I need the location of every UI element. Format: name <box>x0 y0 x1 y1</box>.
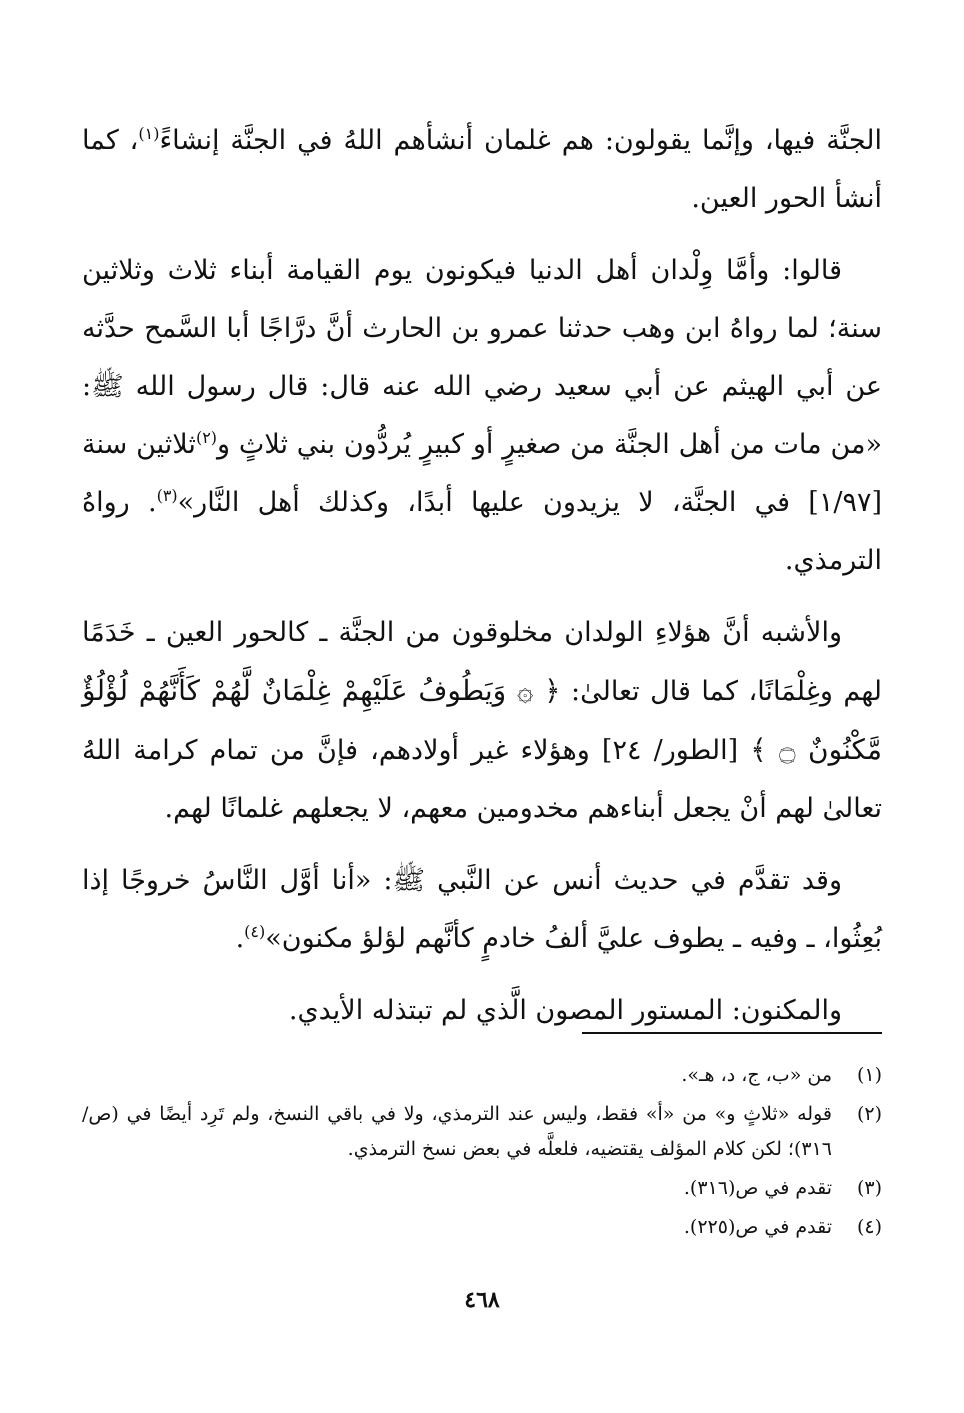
text-run: ، كما أنشأ الحور العين. <box>82 125 882 214</box>
text-run: [الطور/ ٢٤] وهؤلاء غير أولادهم، فإنَّ من تمام كرامة اللهُ تعالىٰ لهم أنْ يجعل أبناءهم مخدومين معهم، لا يجعلهم غلمانًا لهم. <box>82 735 882 824</box>
footnote-4 <box>82 1210 882 1245</box>
text-run: والمكنون: المستور المصون الَّذي لم تبتذله الأيدي. <box>288 995 842 1026</box>
footnote-number: (١) <box>856 1064 882 1086</box>
footnote-ref-1: (١) <box>138 124 160 143</box>
paragraph-2 <box>82 242 882 590</box>
footnotes <box>82 1058 882 1249</box>
footnote-2 <box>82 1097 882 1167</box>
footnote-3 <box>82 1171 882 1206</box>
footnote-text: من «ب، ج، د، هـ». <box>681 1064 832 1086</box>
text-run: ثلاثين سنة [١/٩٧] في الجنَّة، لا يزيدون عليها أبدًا، وكذلك أهل النَّار» <box>82 429 883 518</box>
footnote-ref-2: (٢) <box>195 428 218 447</box>
paragraph-3 <box>82 604 882 838</box>
footnote-ref-3: (٣) <box>156 486 178 505</box>
footnote-text: تقدم في ص(٣١٦). <box>683 1177 832 1199</box>
footnote-text: قوله «ثلاثٍ و» من «أ» فقط، وليس عند الترمذي، ولا في باقي النسخ، ولم تَرِد أيضًا في (ص/ ٣١٦)؛ لكن كلام المؤلف يقتضيه، فلعلَّه في بعض نسخ الترمذي. <box>82 1103 832 1160</box>
footnote-text: تقدم في ص(٢٢٥). <box>683 1216 832 1238</box>
footnote-number: (٤) <box>856 1216 882 1238</box>
text-run: قالوا: وأمَّا وِلْدان أهل الدنيا فيكونون يوم القيامة أبناء ثلاث وثلاثين سنة؛ لما رواهُ ابن وهب حدثنا عمرو بن الحارث أنَّ درَّاجًا أبا السَّمح حدَّثه عن أبي الهيثم عن أبي سعيد رضي الله عنه قال: قال رسول الله ﷺ: «من مات من أهل الجنَّة من صغيرٍ أو كبيرٍ يُردُّون بني ثلاثٍ و <box>82 255 882 460</box>
page-number: ٤٦٨ <box>464 1287 500 1313</box>
footnote-ref-4: (٤) <box>244 922 266 941</box>
text-run: والأشبه أنَّ هؤلاءِ الولدان مخلوقون من الجنَّة ـ كالحور العين ـ خَدَمًا لهم وغِلْمَانًا، كما قال تعالىٰ: <box>82 617 882 707</box>
footnote-number: (٣) <box>856 1177 882 1199</box>
text-run: وقد تقدَّم في حديث أنس عن النَّبي ﷺ: «أنا أوَّل النَّاسُ خروجًا إذا بُعِثُوا، ـ وفيه ـ يطوف عليَّ ألفُ خادمٍ كأنَّهم لؤلؤ مكنون» <box>82 865 882 954</box>
footnote-1 <box>82 1058 882 1093</box>
text-run: الجنَّة فيها، وإنَّما يقولون: هم غلمان أنشأهم اللهُ في الجنَّة إنشاءً <box>159 125 882 156</box>
footnote-number: (٢) <box>856 1103 882 1125</box>
quran-verse: ﴿ ۞ وَيَطُوفُ عَلَيْهِمْ غِلْمَانٌ لَّهُمْ كَأَنَّهُمْ لُؤْلُؤٌ مَّكْنُونٌ ۝ ﴾ <box>82 674 882 766</box>
paragraph-4 <box>82 852 882 968</box>
main-text <box>82 112 882 1054</box>
text-run: . رواهُ الترمذي. <box>82 487 882 576</box>
paragraph-1 <box>82 112 882 228</box>
text-run: . <box>235 923 245 954</box>
footnote-separator <box>582 1032 882 1034</box>
